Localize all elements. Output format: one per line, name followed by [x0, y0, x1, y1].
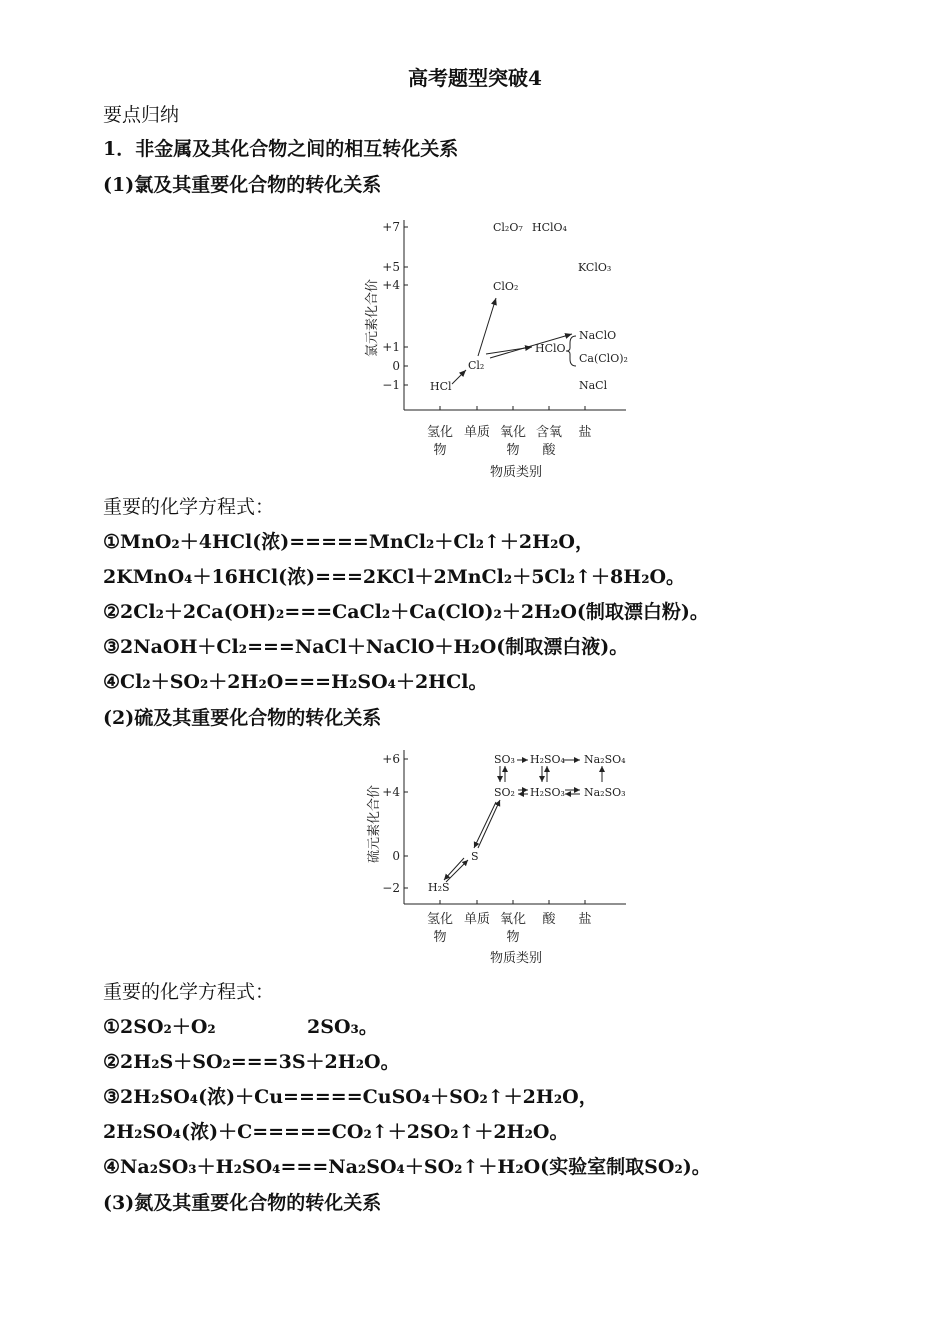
page-title: 高考题型突破4 — [408, 66, 542, 90]
x-category-label: 盐 — [578, 425, 592, 440]
y-tick-label: +1 — [382, 340, 400, 354]
species-label: SO₂ — [494, 786, 515, 799]
x-category-label: 物 — [506, 443, 520, 458]
x-axis-label: 物质类别 — [489, 465, 543, 480]
species-label: ClO₂ — [493, 280, 519, 293]
x-category-label: 物 — [433, 930, 447, 945]
x-category-label: 含氧 — [535, 425, 563, 440]
equations-heading-cl: 重要的化学方程式： — [103, 496, 275, 518]
nitrogen-section-heading: (3)氮及其重要化合物的转化关系 — [103, 1192, 382, 1214]
chlorine-transformation-diagram — [360, 208, 640, 486]
arrow — [474, 802, 496, 848]
s-equation-4: ④Na₂SO₃＋H₂SO₄===Na₂SO₄＋SO₂↑＋H₂O(实验室制取SO₂)。 — [103, 1156, 711, 1178]
sulfur-transformation-diagram — [360, 744, 640, 972]
species-label: NaCl — [579, 379, 608, 392]
arrow — [446, 860, 468, 882]
x-axis-label: 物质类别 — [489, 951, 543, 966]
species-label: H₂S — [428, 881, 450, 894]
species-label: Ca(ClO)₂ — [579, 352, 628, 365]
species-label: Cl₂O₇ — [493, 221, 523, 234]
chlorine-section-heading: (1)氯及其重要化合物的转化关系 — [103, 174, 382, 196]
cl-equation-1b: 2KMnO₄＋16HCl(浓)===2KCl＋2MnCl₂＋5Cl₂↑＋8H₂O。 — [103, 566, 686, 588]
y-axis-label: 氯元素化合价 — [365, 278, 380, 358]
cl-equation-3: ③2NaOH＋Cl₂===NaCl＋NaClO＋H₂O(制取漂白液)。 — [103, 636, 629, 658]
s-equation-1-right: 2SO₃。 — [307, 1016, 378, 1038]
section-heading-1: 1．非金属及其化合物之间的相互转化关系 — [103, 138, 459, 160]
y-tick-label: +6 — [382, 752, 400, 766]
arrow — [478, 298, 496, 356]
species-label: HCl — [430, 380, 452, 393]
cl-equation-1a: ①MnO₂＋4HCl(浓)=====MnCl₂＋Cl₂↑＋2H₂O， — [103, 531, 594, 553]
key-points-heading: 要点归纳 — [103, 104, 180, 126]
species-label: Cl₂ — [468, 359, 485, 372]
sulfur-section-heading: (2)硫及其重要化合物的转化关系 — [103, 707, 382, 729]
y-axis-label: 硫元素化合价 — [367, 784, 382, 864]
species-label: HClO — [535, 342, 566, 355]
species-label: KClO₃ — [578, 261, 612, 274]
s-equation-3a: ③2H₂SO₄(浓)＋Cu=====CuSO₄＋SO₂↑＋2H₂O， — [103, 1086, 598, 1108]
arrow — [478, 800, 500, 848]
x-category-label: 酸 — [542, 443, 556, 458]
species-label: S — [471, 850, 479, 863]
x-category-label: 盐 — [578, 912, 592, 927]
y-tick-label: +5 — [382, 260, 400, 274]
y-tick-label: −2 — [382, 881, 400, 895]
cl-equation-4: ④Cl₂＋SO₂＋2H₂O===H₂SO₄＋2HCl。 — [103, 671, 488, 693]
brace — [566, 336, 576, 366]
x-category-label: 氧化 — [499, 425, 527, 440]
species-label: Na₂SO₃ — [584, 786, 626, 799]
x-category-label: 氧化 — [499, 912, 527, 927]
arrow — [452, 370, 466, 384]
y-tick-label: +4 — [382, 278, 400, 292]
x-category-label: 酸 — [542, 912, 556, 927]
x-category-label: 物 — [506, 930, 520, 945]
species-label: HClO₄ — [532, 221, 567, 234]
y-tick-label: +7 — [382, 220, 400, 234]
species-label: NaClO — [579, 329, 617, 342]
x-category-label: 单质 — [463, 425, 491, 440]
x-category-label: 单质 — [463, 912, 491, 927]
y-tick-label: 0 — [392, 849, 400, 863]
s-equation-1-left: ①2SO₂＋O₂ — [103, 1016, 216, 1038]
s-equation-3b: 2H₂SO₄(浓)＋C=====CO₂↑＋2SO₂↑＋2H₂O。 — [103, 1121, 569, 1143]
y-tick-label: −1 — [382, 378, 400, 392]
y-tick-label: 0 — [392, 359, 400, 373]
cl-equation-2: ②2Cl₂＋2Ca(OH)₂===CaCl₂＋Ca(ClO)₂＋2H₂O(制取漂白粉)。 — [103, 601, 709, 623]
arrow — [444, 858, 464, 880]
species-label: H₂SO₃ — [530, 786, 565, 799]
species-label: H₂SO₄ — [530, 753, 565, 766]
y-tick-label: +4 — [382, 785, 400, 799]
equations-heading-s: 重要的化学方程式： — [103, 981, 275, 1003]
species-label: Na₂SO₄ — [584, 753, 626, 766]
x-category-label: 氢化 — [426, 912, 454, 927]
x-category-label: 物 — [433, 443, 447, 458]
x-category-label: 氢化 — [426, 425, 454, 440]
species-label: SO₃ — [494, 753, 515, 766]
s-equation-2: ②2H₂S＋SO₂===3S＋2H₂O。 — [103, 1051, 400, 1073]
